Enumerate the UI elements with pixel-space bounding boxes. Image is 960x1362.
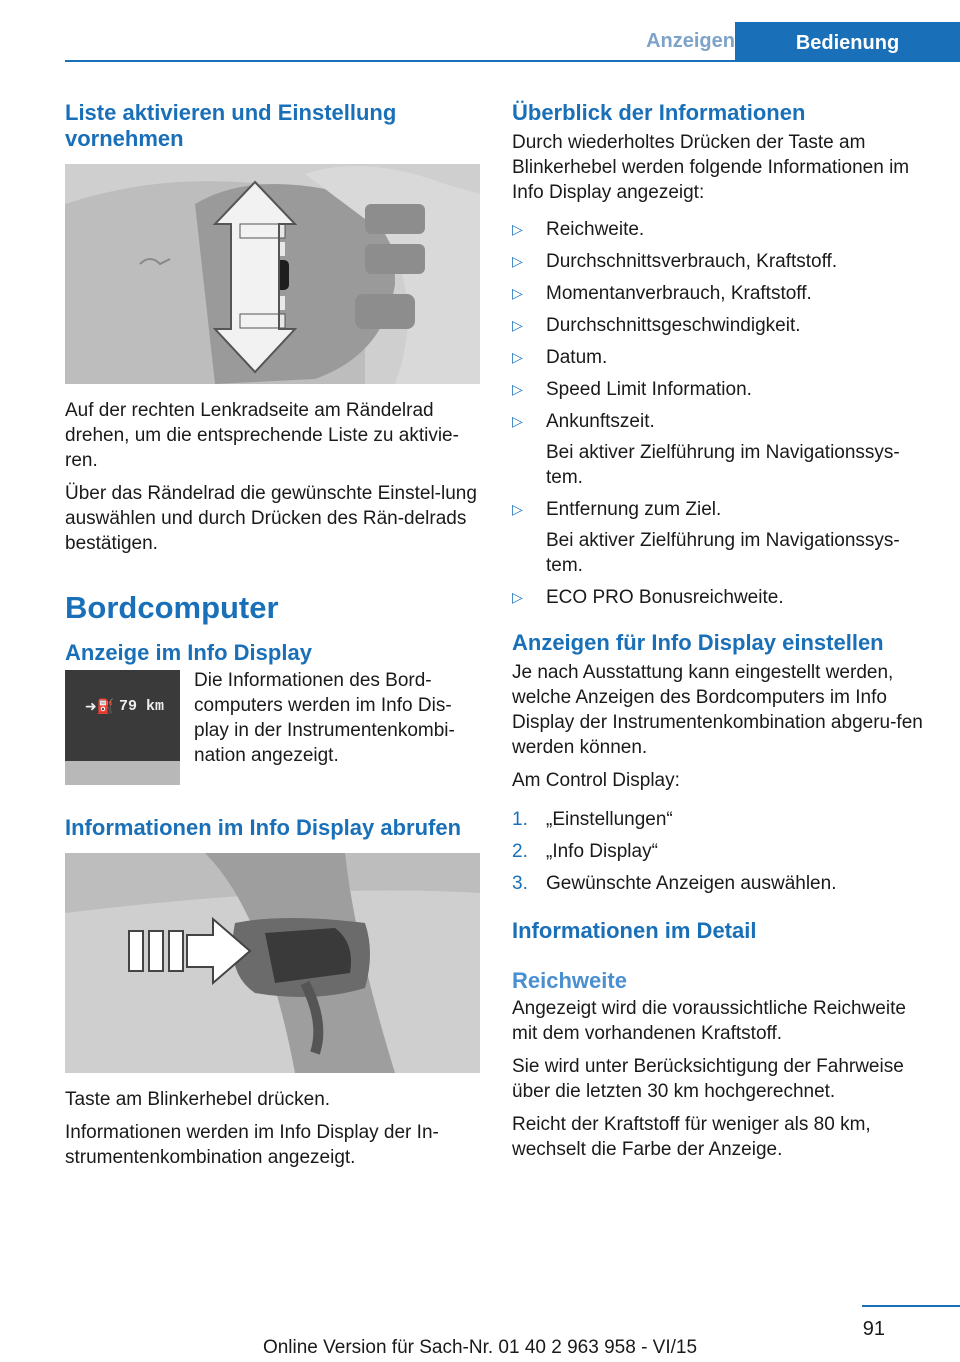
anzeige-block (65, 668, 480, 785)
triangle-bullet-icon: ▷ (512, 317, 523, 333)
paragraph-abrufen-1: Taste am Blinkerhebel drücken. (65, 1089, 331, 1110)
list-item-note: Bei aktiver Zielführung im Navigationssys‐tem. (546, 442, 900, 488)
paragraph-anzeige: Die Informationen des Bord‐computers werden im Info Dis‐play in der Instrumentenkombi‐nation angezeigt. (194, 670, 455, 766)
list-item: ▷ Reichweite. (512, 219, 645, 240)
triangle-bullet-icon: ▷ (512, 589, 523, 605)
display-screen (65, 670, 180, 761)
display-range-readout: 79 km (119, 698, 165, 715)
list-item-note: Bei aktiver Zielführung im Navigationssys‐tem. (546, 530, 900, 576)
heading-abrufen: Informationen im Info Display abrufen (65, 815, 462, 840)
paragraph-ueberblick: Durch wiederholtes Drücken der Taste am Blinkerhebel werden folgende Informationen im Info Display angezeigt: (512, 132, 910, 203)
turn-signal-lever-illustration (65, 853, 480, 1073)
step-number: 1. (512, 809, 528, 830)
paragraph-reichweite-1: Angezeigt wird die voraussichtliche Reichweite mit dem vorhandenen Kraftstoff. (512, 998, 906, 1044)
list-item: ▷ Datum. (512, 347, 608, 368)
left-column (65, 100, 480, 1178)
fuel-pump-icon: ➜⛽ (85, 698, 115, 714)
page-number: 91 (862, 1318, 885, 1340)
triangle-bullet-icon: ▷ (512, 221, 523, 237)
heading-anzeige: Anzeige im Info Display (65, 640, 312, 665)
list-item: 2. „Info Display“ (512, 841, 658, 862)
paragraph-reichweite-2: Sie wird unter Berücksichtigung der Fahrweise über die letzten 30 km hochgerechnet. (512, 1056, 904, 1102)
footer-text: Online Version für Sach-Nr. 01 40 2 963 958 - VI/15 (262, 1337, 698, 1358)
list-item: ▷ Momentanverbrauch, Kraftstoff. (512, 283, 812, 304)
paragraph-liste-1: Auf der rechten Lenkradseite am Rändelrad drehen, um die entsprechende Liste zu aktivie‐ren. (65, 400, 459, 471)
list-item: ▷ Durchschnittsgeschwindigkeit. (512, 315, 801, 336)
heading-bordcomputer: Bordcomputer (65, 590, 279, 625)
list-item: 1. „Einstellungen“ (512, 809, 673, 830)
paragraph-einstellen: Je nach Ausstattung kann eingestellt werden, welche Anzeigen des Bordcomputers im Info Display der Instrumentenkombination abgeru‐fen werden können. (512, 662, 923, 758)
list-item: ▷ Durchschnittsverbrauch, Kraftstoff. (512, 251, 838, 272)
heading-einstellen: Anzeigen für Info Display einstellen (512, 630, 884, 655)
header-rule (65, 60, 960, 62)
list-item: ▷ Entfernung zum Ziel. Bei aktiver Zielführung im Navigationssys‐tem. (512, 497, 930, 578)
right-column (512, 100, 930, 1170)
triangle-bullet-icon: ▷ (512, 285, 523, 301)
list-item: ▷ Ankunftszeit. Bei aktiver Zielführung im Navigationssys‐tem. (512, 409, 930, 490)
steering-wheel-illustration (65, 164, 480, 384)
triangle-bullet-icon: ▷ (512, 349, 523, 365)
paragraph-reichweite-3: Reicht der Kraftstoff für weniger als 80 km, wechselt die Farbe der Anzeige. (512, 1114, 871, 1160)
turn-signal-lever-image (65, 853, 480, 1073)
heading-ueberblick: Überblick der Informationen (512, 100, 806, 125)
list-item: ▷ Speed Limit Information. (512, 379, 752, 400)
step-number: 2. (512, 841, 528, 862)
heading-detail: Informationen im Detail (512, 918, 757, 943)
page-header (65, 0, 960, 62)
settings-steps-list (512, 807, 930, 896)
triangle-bullet-icon: ▷ (512, 501, 523, 517)
info-display-image (65, 670, 180, 785)
steering-wheel-thumbwheel-image (65, 164, 480, 384)
list-item: 3. Gewünschte Anzeigen auswählen. (512, 873, 837, 894)
step-number: 3. (512, 873, 528, 894)
header-tab-bedienung: Bedienung (735, 22, 960, 62)
heading-liste: Liste aktivieren und Einstellung vornehmen (65, 100, 397, 151)
info-bullet-list (512, 217, 930, 610)
triangle-bullet-icon: ▷ (512, 413, 523, 429)
display-bezel (65, 761, 180, 785)
footer-rule (862, 1305, 960, 1307)
paragraph-abrufen-2: Informationen werden im Info Display der In‐strumentenkombination angezeigt. (65, 1122, 439, 1168)
list-item: ▷ ECO PRO Bonusreichweite. (512, 587, 784, 608)
paragraph-control-display: Am Control Display: (512, 770, 680, 791)
triangle-bullet-icon: ▷ (512, 381, 523, 397)
triangle-bullet-icon: ▷ (512, 253, 523, 269)
heading-reichweite: Reichweite (512, 968, 627, 993)
paragraph-liste-2: Über das Rändelrad die gewünschte Einstel‐lung auswählen und durch Drücken des Rän‐delrads bestätigen. (65, 483, 477, 554)
header-tab-anzeigen: Anzeigen (646, 30, 735, 52)
